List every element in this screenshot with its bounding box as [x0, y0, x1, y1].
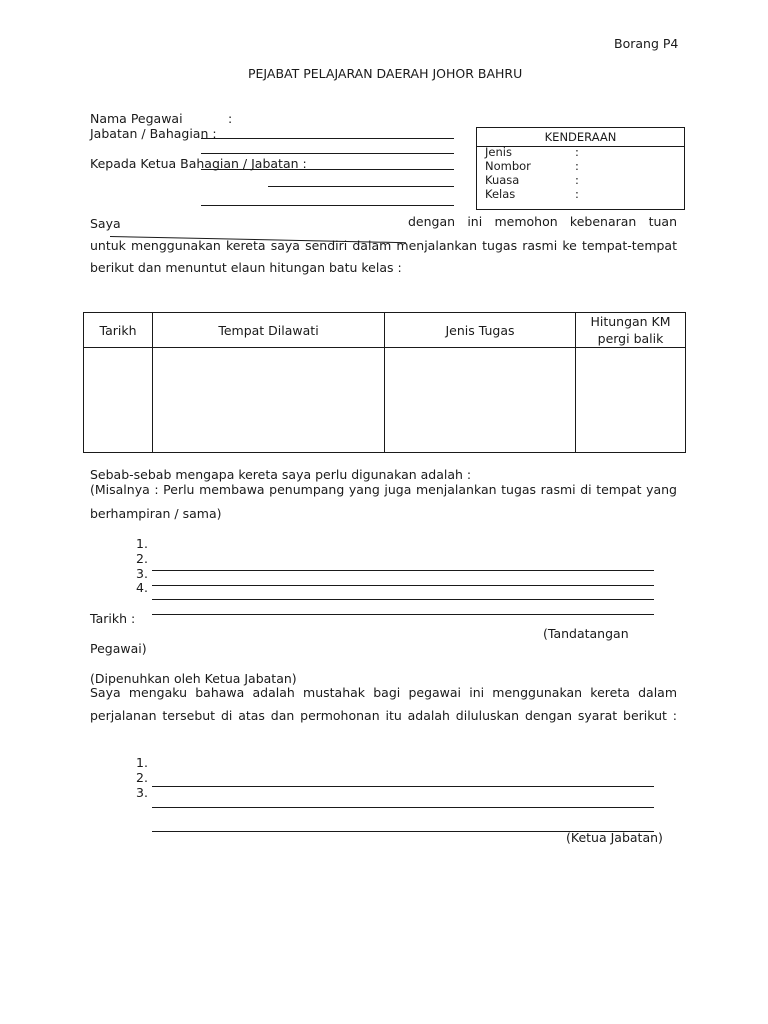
request-saya: Saya	[90, 216, 121, 231]
reason-line-3[interactable]	[152, 599, 654, 600]
approval-item-2: 2.	[136, 770, 148, 785]
nama-pegawai-line[interactable]	[201, 138, 454, 139]
jabatan-bahagian-label: Jabatan / Bahagian :	[90, 126, 217, 141]
request-line-1-end: dengan ini memohon kebenaran tuan	[408, 214, 677, 229]
trip-table-header	[84, 313, 686, 348]
reason-item-1: 1.	[136, 536, 148, 551]
approval-line-1: Saya mengaku bahawa adalah mustahak bagi pegawai ini menggunakan kereta dalam	[90, 685, 677, 700]
applicant-sign-label: (Tandatangan	[543, 626, 629, 641]
col-jenis-tugas: Jenis Tugas	[385, 313, 576, 348]
approval-filled-by: (Dipenuhkan oleh Ketua Jabatan)	[90, 671, 297, 686]
vehicle-jenis-label: Jenis	[485, 145, 512, 159]
vehicle-kelas-row[interactable]	[485, 187, 579, 201]
vehicle-nombor-label: Nombor	[485, 159, 531, 173]
vehicle-kelas-label: Kelas	[485, 187, 516, 201]
reason-item-4: 4.	[136, 580, 148, 595]
vehicle-kuasa-row[interactable]	[485, 173, 579, 187]
reasons-heading: Sebab-sebab mengapa kereta saya perlu digunakan adalah :	[90, 467, 472, 482]
kepada-ketua-line-3[interactable]	[201, 205, 454, 206]
col-tempat-dilawati: Tempat Dilawati	[153, 313, 385, 348]
vehicle-box	[476, 127, 685, 210]
reason-item-2: 2.	[136, 551, 148, 566]
approval-signer: (Ketua Jabatan)	[566, 830, 663, 845]
kepada-ketua-label: Kepada Ketua Bahagian / Jabatan :	[90, 156, 307, 171]
cell-tempat[interactable]	[153, 348, 385, 453]
table-row	[84, 348, 686, 453]
kepada-ketua-line-2[interactable]	[268, 186, 454, 187]
col-tarikh: Tarikh	[84, 313, 153, 348]
cell-jenis[interactable]	[385, 348, 576, 453]
col-hitungan-km: Hitungan KM pergi balik	[576, 313, 686, 348]
form-code: Borang P4	[614, 36, 679, 51]
nama-pegawai-colon: :	[228, 111, 233, 126]
request-line-3: berikut dan menuntut elaun hitungan batu kelas :	[90, 260, 402, 275]
jabatan-bahagian-line[interactable]	[201, 153, 454, 154]
trip-table	[83, 312, 686, 453]
office-title: PEJABAT PELAJARAN DAERAH JOHOR BAHRU	[248, 66, 523, 81]
reasons-example-line-2: berhampiran / sama)	[90, 506, 222, 521]
request-line-2: untuk menggunakan kereta saya sendiri dalam menjalankan tugas rasmi ke tempat-tempat	[90, 238, 677, 253]
vehicle-kelas-colon: :	[575, 187, 579, 201]
reason-line-4[interactable]	[152, 614, 654, 615]
approval-item-3: 3.	[136, 785, 148, 800]
reason-item-3: 3.	[136, 566, 148, 581]
nama-pegawai-label: Nama Pegawai	[90, 111, 183, 126]
approval-line-2: perjalanan tersebut di atas dan permohonan itu adalah diluluskan dengan syarat berikut :	[90, 708, 677, 723]
reasons-example-line-1: (Misalnya : Perlu membawa penumpang yang juga menjalankan tugas rasmi di tempat yang	[90, 482, 677, 497]
vehicle-kuasa-label: Kuasa	[485, 173, 520, 187]
vehicle-box-title: KENDERAAN	[544, 130, 617, 144]
applicant-sign-label-cont: Pegawai)	[90, 641, 147, 656]
approval-line-a[interactable]	[152, 786, 654, 787]
vehicle-jenis-colon: :	[575, 145, 579, 159]
vehicle-kuasa-colon: :	[575, 173, 579, 187]
reason-line-2[interactable]	[152, 585, 654, 586]
approval-line-b[interactable]	[152, 807, 654, 808]
cell-hitungan[interactable]	[576, 348, 686, 453]
approval-item-1: 1.	[136, 755, 148, 770]
applicant-date-label: Tarikh :	[90, 611, 136, 626]
vehicle-jenis-row[interactable]	[485, 145, 579, 159]
reason-line-1[interactable]	[152, 570, 654, 571]
vehicle-nombor-colon: :	[575, 159, 579, 173]
kepada-ketua-line-1[interactable]	[201, 169, 454, 170]
cell-tarikh[interactable]	[84, 348, 153, 453]
vehicle-nombor-row[interactable]	[485, 159, 579, 173]
